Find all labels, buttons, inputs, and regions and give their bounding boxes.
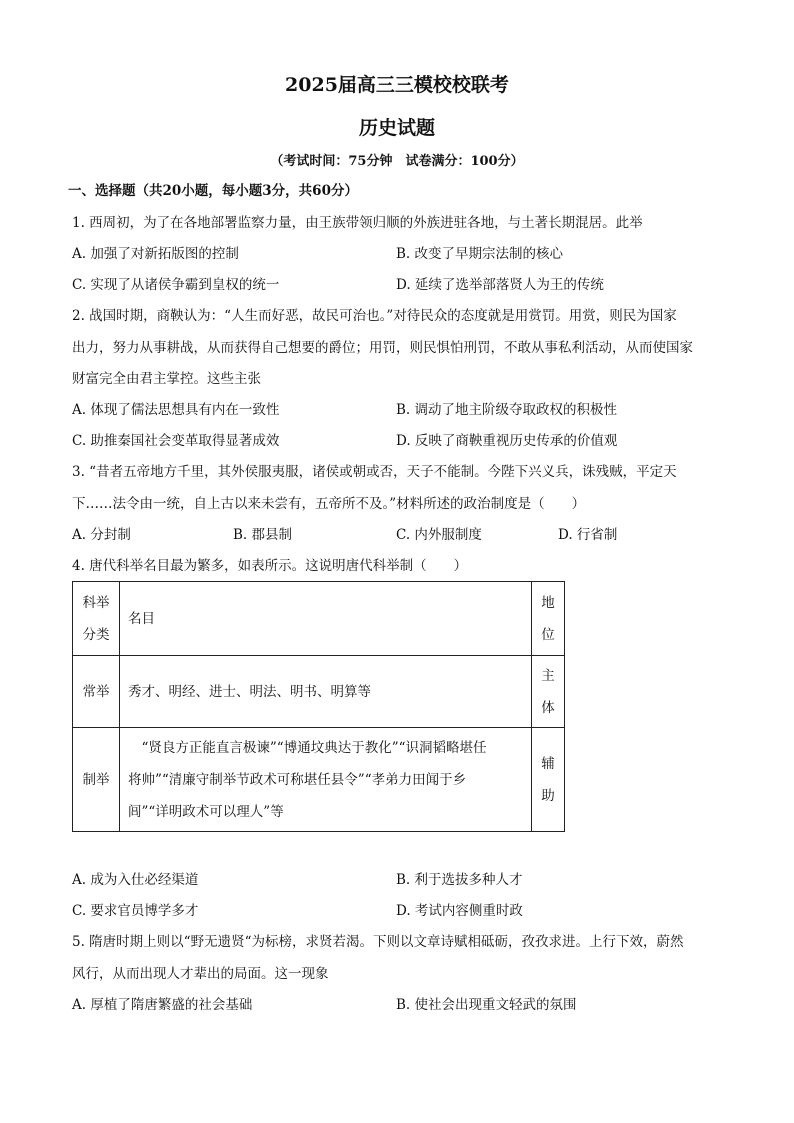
row1-status-line2: 体 — [541, 699, 555, 716]
q4-option-a: A. 成为入仕必经渠道 — [72, 872, 199, 888]
subject-title: 历史试题 — [358, 117, 435, 139]
row1-category: 常举 — [73, 656, 120, 728]
table-header-row — [73, 582, 565, 656]
q4-stem: 4. 唐代科举名目最为繁多，如表所示。这说明唐代科举制（ ） — [72, 558, 468, 574]
row2-names-line2: 将帅”“清廉守制举节政术可称堪任县令”“孝弟力田闻于乡 — [128, 771, 467, 788]
q3-option-a: A. 分封制 — [72, 527, 131, 543]
table-header-status — [532, 582, 565, 656]
q2-option-c: C. 助推秦国社会变革取得显著成效 — [72, 433, 280, 449]
header-category-line1: 科举 — [82, 594, 110, 611]
table-header-category — [73, 582, 120, 656]
row1-status — [532, 656, 565, 728]
row2-status-line1: 辅 — [541, 755, 555, 772]
row1-names: 秀才、明经、进士、明法、明书、明算等 — [120, 656, 532, 728]
q4-option-c: C. 要求官员博学多才 — [72, 903, 199, 919]
q2-option-d: D. 反映了商鞅重视历史传承的价值观 — [396, 433, 618, 449]
q2-stem-line1: 2. 战国时期，商鞅认为：“人生而好恶，故民可治也。”对待民众的态度就是用赏罚。用赏，则民为国家 — [72, 308, 677, 324]
q5-option-a: A. 厚植了隋唐繁盛的社会基础 — [72, 997, 253, 1013]
header-status-line2: 位 — [541, 626, 555, 643]
table-header-names: 名目 — [120, 582, 532, 656]
q2-option-a: A. 体现了儒法思想具有内在一致性 — [72, 402, 280, 418]
exam-title: 2025届高三三模校校联考 — [285, 74, 509, 96]
header-status-line1: 地 — [541, 594, 555, 611]
row2-names-line3: 闾”“详明政术可以理人”等 — [128, 803, 284, 820]
q4-option-d: D. 考试内容侧重时政 — [396, 903, 523, 919]
row2-category: 制举 — [73, 728, 120, 832]
q3-option-c: C. 内外服制度 — [396, 527, 482, 543]
q3-option-d: D. 行省制 — [558, 527, 618, 543]
q3-option-b: B. 郡县制 — [233, 527, 293, 543]
q1-option-d: D. 延续了选举部落贤人为王的传统 — [396, 277, 604, 293]
q1-stem: 1. 西周初，为了在各地部署监察力量，由王族带领归顺的外族进驻各地，与土著长期混居。此举 — [72, 215, 643, 231]
row1-status-line1: 主 — [541, 667, 555, 684]
q5-stem-line2: 风行，从而出现人才辈出的局面。这一现象 — [72, 966, 329, 982]
row2-names — [120, 728, 532, 832]
q1-option-a: A. 加强了对新拓版图的控制 — [72, 246, 239, 262]
row2-status-line2: 助 — [541, 787, 555, 804]
row2-names-line1: “贤良方正能直言极谏”“博通坟典达于教化”“识洞韬略堪任 — [128, 739, 487, 756]
table-row — [73, 656, 565, 728]
q1-option-c: C. 实现了从诸侯争霸到皇权的统一 — [72, 277, 280, 293]
section-heading: 一、选择题（共20小题，每小题3分，共60分） — [68, 183, 358, 199]
table-row — [73, 728, 565, 832]
q2-option-b: B. 调动了地主阶级夺取政权的积极性 — [396, 402, 618, 418]
q5-stem-line1: 5. 隋唐时期上则以“野无遗贤“为标榜，求贤若渴。下则以文章诗赋相砥砺，孜孜求进。上行下效，蔚然 — [72, 934, 684, 950]
q3-stem-line2: 下……法令由一统，自上古以来未尝有，五帝所不及。”材料所述的政治制度是（ ） — [72, 496, 586, 512]
q5-option-b: B. 使社会出现重文轻武的氛围 — [396, 997, 577, 1013]
q2-stem-line3: 财富完全由君主掌控。这些主张 — [72, 371, 261, 387]
q3-stem-line1: 3. “昔者五帝地方千里，其外侯服夷服，诸侯或朝或否，天子不能制。今陛下兴义兵，诛残贼，平定天 — [72, 464, 677, 480]
row2-status — [532, 728, 565, 832]
keju-table — [72, 581, 565, 832]
exam-info: （考试时间：75分钟 试卷满分：100分） — [270, 154, 524, 169]
q1-option-b: B. 改变了早期宗法制的核心 — [396, 246, 564, 262]
q4-option-b: B. 利于选拔多种人才 — [396, 872, 523, 888]
q2-stem-line2: 出力，努力从事耕战，从而获得自己想要的爵位；用罚，则民惧怕刑罚，不敢从事私利活动，从而使国家 — [72, 340, 693, 356]
header-category-line2: 分类 — [82, 626, 110, 643]
